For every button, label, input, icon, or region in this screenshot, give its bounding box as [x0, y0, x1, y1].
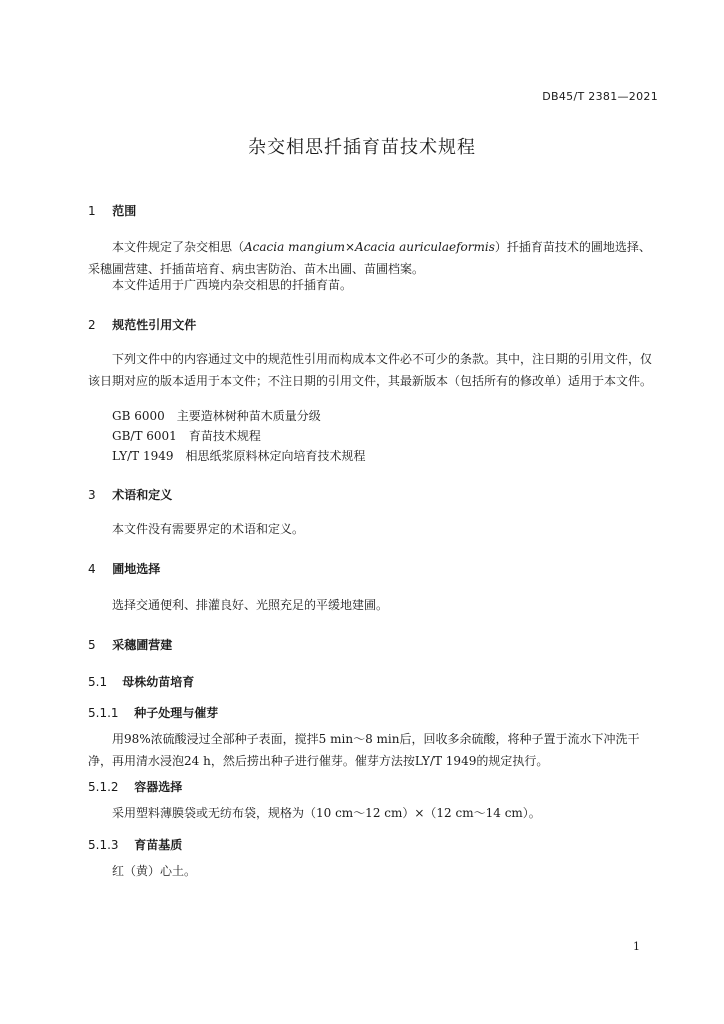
paragraph: 本文件适用于广西境内杂交相思的扦插育苗。: [112, 278, 353, 292]
section-3-heading: [88, 486, 172, 503]
ref-name: 相思纸浆原料林定向培育技术规程: [185, 449, 366, 463]
paragraph: 下列文件中的内容通过文中的规范性引用而构成本文件必不可少的条款。其中，注日期的引用文件，仅该日期对应的版本适用于本文件；不注日期的引用文件，其最新版本（包括所有的修改单）适用于本文件。: [88, 352, 653, 388]
text: ×: [344, 240, 356, 254]
paragraph: 本文件没有需要界定的术语和定义。: [112, 522, 305, 536]
text: 本文件规定了杂交相思（: [112, 240, 245, 254]
paragraph: 采用塑料薄膜袋或无纺布袋，规格为（10 cm～12 cm）×（12 cm～14 cm）。: [112, 806, 541, 820]
section-title: 范围: [112, 204, 137, 218]
section-title: 术语和定义: [112, 488, 173, 502]
section-title: 种子处理与催芽: [134, 706, 219, 720]
latin-name: Acacia mangium: [244, 240, 345, 254]
section-title: 容器选择: [134, 780, 183, 794]
section-number: 2: [88, 318, 96, 332]
ref-name: 主要造林树种苗木质量分级: [176, 409, 321, 423]
paragraph: 用98%浓硫酸浸过全部种子表面，搅拌5 min～8 min后，回收多余硫酸，将种子置于流水下冲洗干净，再用清水浸泡24 h，然后捞出种子进行催芽。催芽方法按LY/T 1949的规定执行。: [88, 732, 640, 768]
section-number: 5.1.3: [88, 838, 119, 852]
section-title: 育苗基质: [134, 838, 183, 852]
section-number: 3: [88, 488, 96, 502]
section-number: 1: [88, 204, 96, 218]
ref-code: GB 6000: [112, 409, 165, 423]
section-4-heading: [88, 560, 160, 577]
reference-item: [112, 426, 273, 446]
section-title: 规范性引用文件: [112, 318, 197, 332]
section-5-1-1-heading: [88, 704, 218, 721]
section-title: 母株幼苗培育: [122, 675, 195, 689]
section-2-heading: [88, 316, 196, 333]
page-number: 1: [633, 940, 640, 953]
reference-item: [112, 406, 333, 426]
reference-item: [112, 446, 378, 466]
section-5-1-3-heading: [88, 836, 182, 853]
section-number: 5.1: [88, 675, 108, 689]
section-5-1-heading: [88, 673, 194, 690]
paragraph: 选择交通便利、排灌良好、光照充足的平缓地建圃。: [112, 598, 389, 612]
latin-name: Acacia auriculaeformis: [355, 240, 495, 254]
text: ）扦插育苗技术的圃地选择、采穗圃营建、扦插苗培育、病虫害防治、苗木出圃、苗圃档案。: [88, 240, 651, 276]
section-number: 5.1.2: [88, 780, 119, 794]
section-5-1-2-heading: [88, 778, 182, 795]
section-number: 4: [88, 562, 96, 576]
ref-code: LY/T 1949: [112, 449, 174, 463]
section-number: 5: [88, 638, 96, 652]
ref-name: 育苗技术规程: [188, 429, 261, 443]
section-title: 采穗圃营建: [112, 638, 173, 652]
ref-code: GB/T 6001: [112, 429, 177, 443]
section-number: 5.1.1: [88, 706, 119, 720]
section-5-heading: [88, 636, 172, 653]
section-1-heading: [88, 202, 136, 219]
document-title: 杂交相思扦插育苗技术规程: [248, 137, 476, 158]
section-title: 圃地选择: [112, 562, 161, 576]
paragraph: 红（黄）心土。: [112, 864, 197, 878]
standard-code: DB45/T 2381—2021: [542, 90, 658, 103]
